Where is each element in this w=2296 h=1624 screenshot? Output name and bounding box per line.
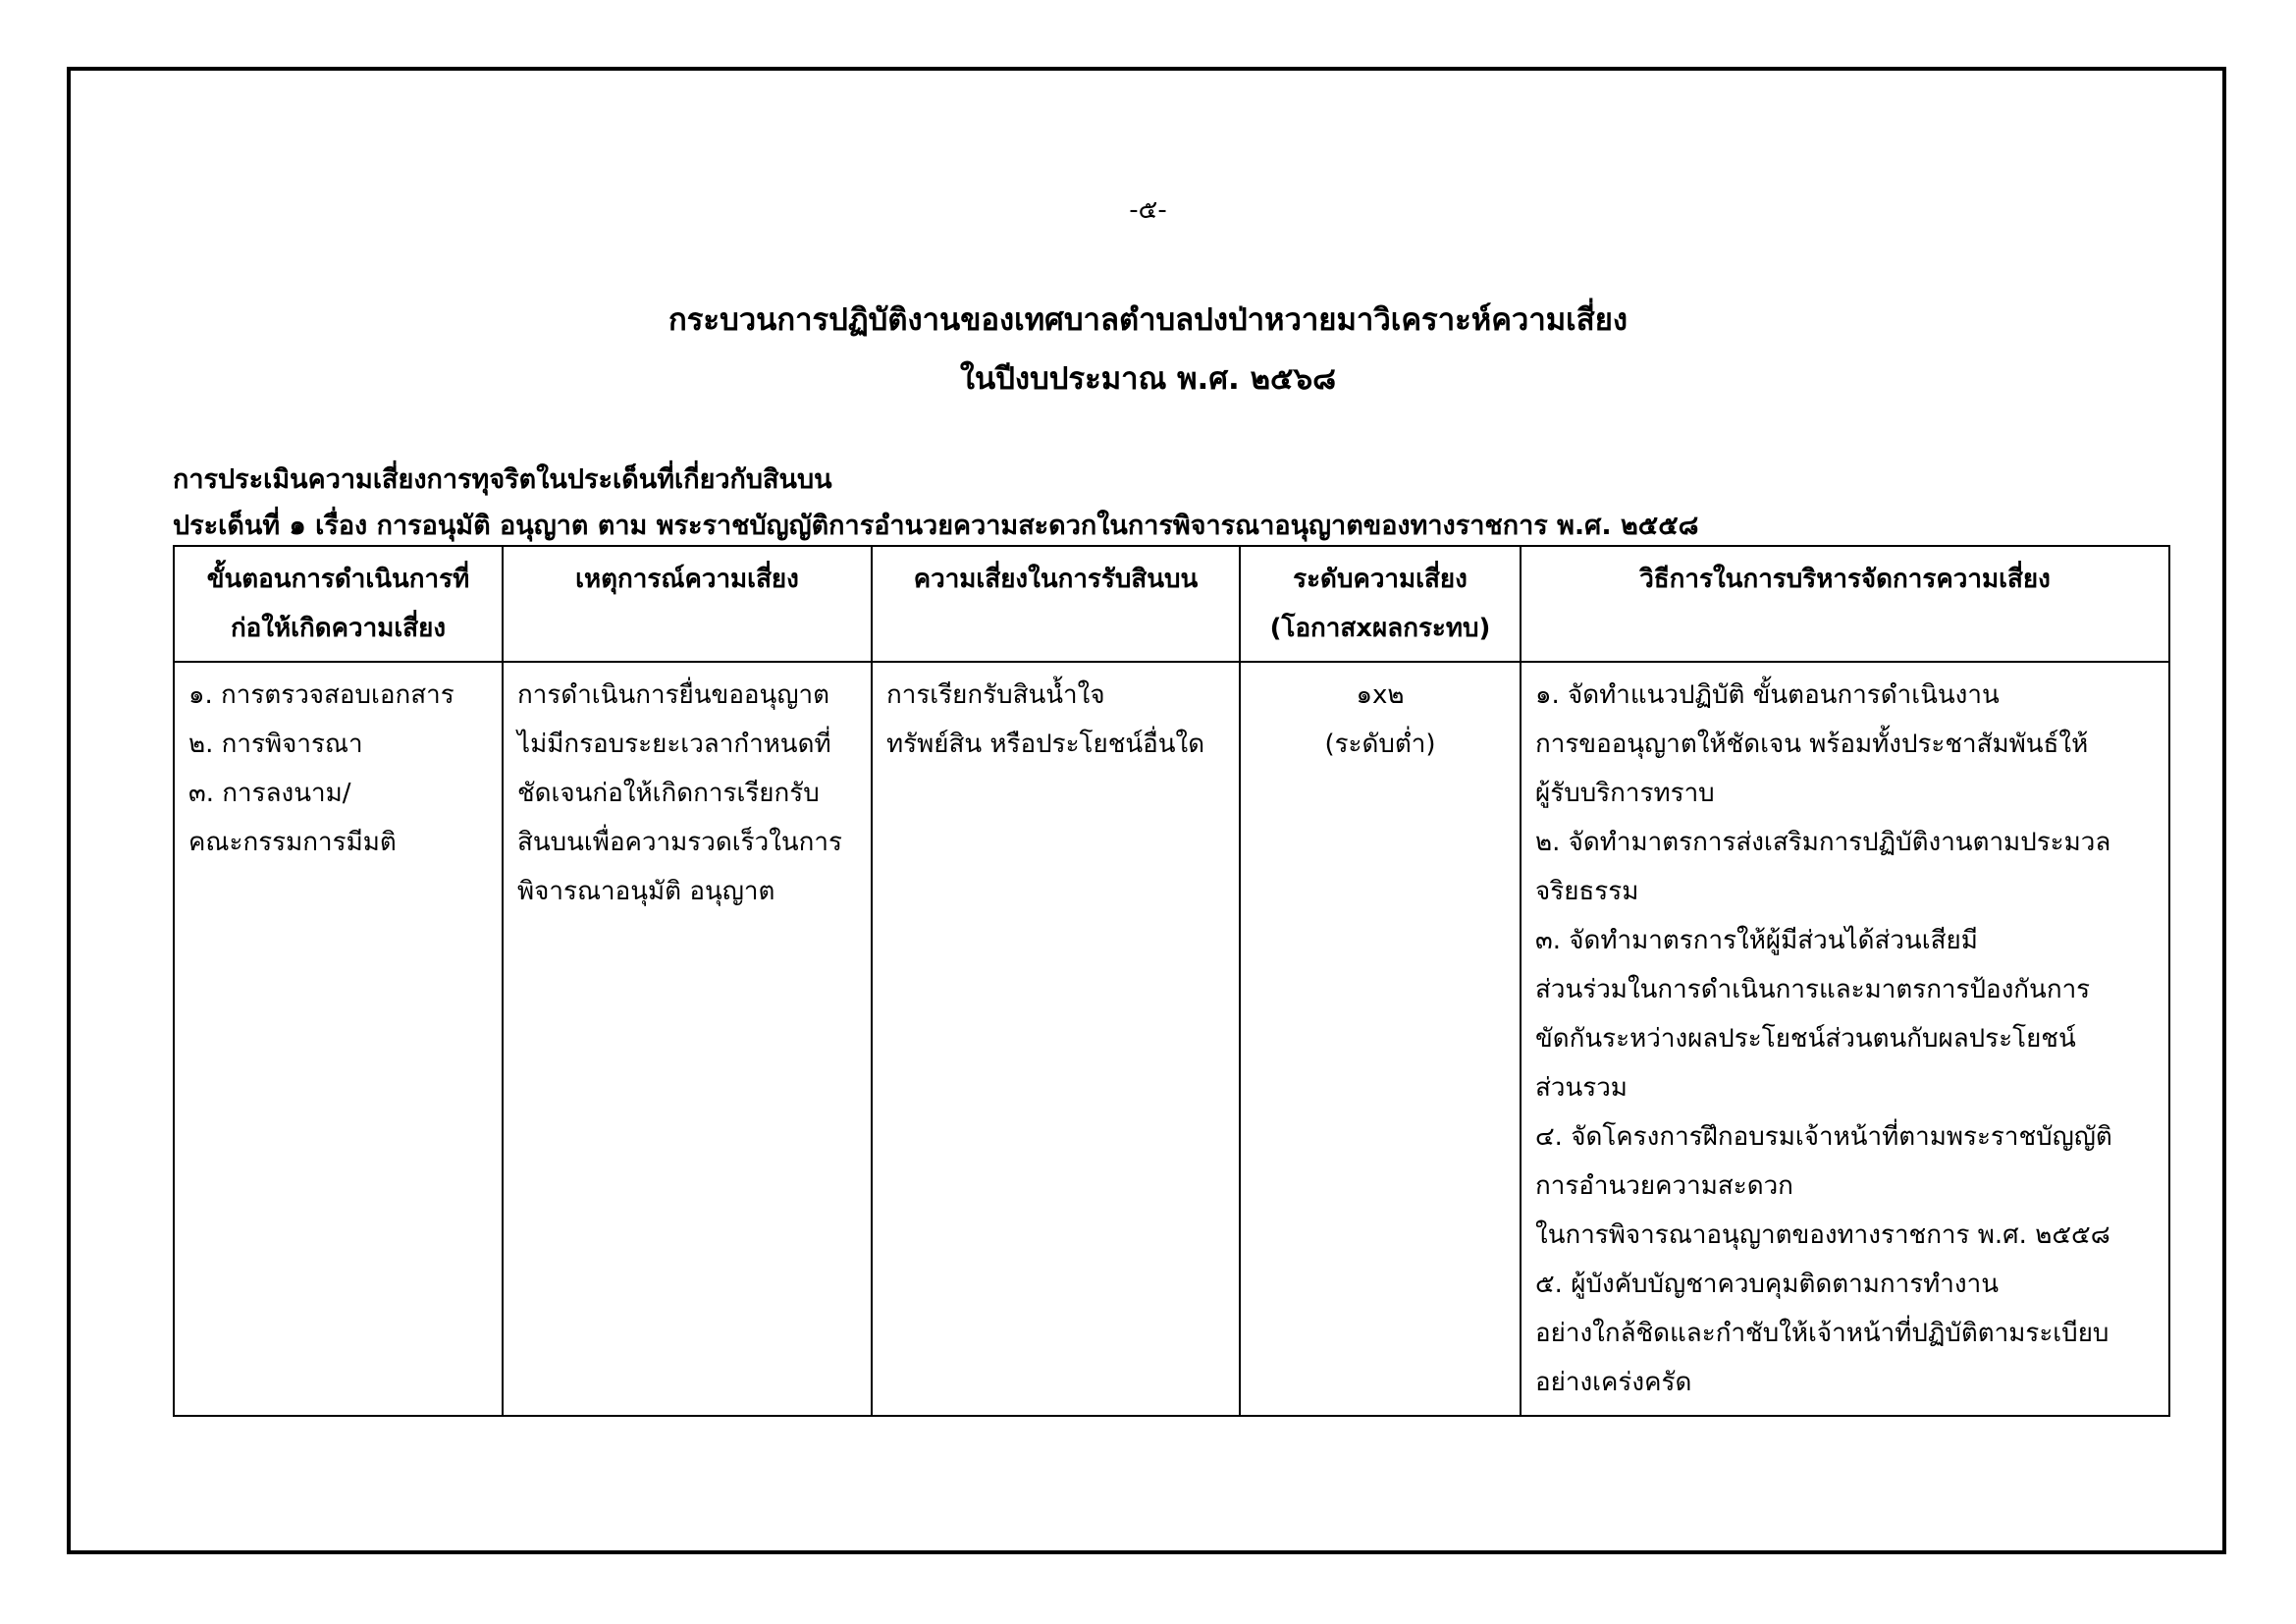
- assessment-heading: การประเมินความเสี่ยงการทุจริตในประเด็นที่เกี่ยวกับสินบน: [173, 464, 832, 495]
- header-risk-management-line: วิธีการในการบริหารจัดการความเสี่ยง: [1639, 565, 2051, 594]
- event-line: การดำเนินการยื่นขออนุญาต: [517, 680, 829, 710]
- management-line: จริยธรรม: [1535, 877, 1639, 906]
- table-row: [174, 662, 2169, 1416]
- header-risk-level: [1240, 546, 1521, 662]
- header-risk-event-line: เหตุการณ์ความเสี่ยง: [575, 565, 799, 594]
- header-bribery-risk: [872, 546, 1240, 662]
- table-header-row: [174, 546, 2169, 662]
- management-line: ขัดกันระหว่างผลประโยชน์ส่วนตนกับผลประโยชน์: [1535, 1024, 2076, 1054]
- cell-bribery-risk: [872, 662, 1240, 1416]
- event-line: ไม่มีกรอบระยะเวลากำหนดที่: [517, 730, 831, 759]
- management-line: การขออนุญาตให้ชัดเจน พร้อมทั้งประชาสัมพันธ์ให้: [1535, 730, 2089, 759]
- cell-risk-level: [1240, 662, 1521, 1416]
- management-line: ๒. จัดทำมาตรการส่งเสริมการปฏิบัติงานตามประมวล: [1535, 828, 2111, 857]
- event-line: พิจารณาอนุมัติ อนุญาต: [517, 877, 775, 906]
- page-number: -๕-: [1129, 195, 1167, 225]
- header-steps-line: ก่อให้เกิดความเสี่ยง: [230, 614, 447, 643]
- header-risk-level-line: ระดับความเสี่ยง: [1293, 565, 1468, 594]
- management-line: อย่างเคร่งครัด: [1535, 1368, 1692, 1397]
- issue-heading: ประเด็นที่ ๑ เรื่อง การอนุมัติ อนุญาต ตาม พระราชบัญญัติการอำนวยความสะดวกในการพิจารณาอนุญาตของทางราชการ พ.ศ. ๒๕๕๘: [173, 511, 1699, 541]
- management-line: ๕. ผู้บังคับบัญชาควบคุมติดตามการทำงาน: [1535, 1270, 1999, 1299]
- header-risk-event: [503, 546, 872, 662]
- header-bribery-risk-line: ความเสี่ยงในการรับสินบน: [913, 565, 1199, 594]
- management-line: การอำนวยความสะดวก: [1535, 1171, 1793, 1201]
- management-line: อย่างใกล้ชิดและกำชับให้เจ้าหน้าที่ปฏิบัติตามระเบียบ: [1535, 1319, 2109, 1348]
- steps-line: ๑. การตรวจสอบเอกสาร: [188, 680, 454, 710]
- steps-line: ๓. การลงนาม/: [188, 779, 351, 808]
- event-line: ชัดเจนก่อให้เกิดการเรียกรับ: [517, 779, 820, 808]
- bribery-risk-line: ทรัพย์สิน หรือประโยชน์อื่นใด: [886, 730, 1205, 759]
- header-risk-level-line: (โอกาสxผลกระทบ): [1269, 614, 1491, 643]
- risk-assessment-table: [173, 545, 2170, 1417]
- cell-steps: [174, 662, 503, 1416]
- cell-risk-management: [1521, 662, 2169, 1416]
- event-line: สินบนเพื่อความรวดเร็วในการ: [517, 828, 842, 857]
- cell-risk-event: [503, 662, 872, 1416]
- management-line: ๑. จัดทำแนวปฏิบัติ ขั้นตอนการดำเนินงาน: [1535, 680, 2000, 710]
- risk-level-line: ๑x๒: [1356, 680, 1405, 710]
- steps-line: ๒. การพิจารณา: [188, 730, 363, 759]
- management-line: ในการพิจารณาอนุญาตของทางราชการ พ.ศ. ๒๕๕๘: [1535, 1220, 2110, 1250]
- header-risk-management: [1521, 546, 2169, 662]
- management-line: ๔. จัดโครงการฝึกอบรมเจ้าหน้าที่ตามพระราชบัญญัติ: [1535, 1122, 2112, 1152]
- risk-level-line: (ระดับต่ำ): [1324, 730, 1436, 759]
- header-steps-line: ขั้นตอนการดำเนินการที่: [206, 565, 470, 594]
- bribery-risk-line: การเรียกรับสินน้ำใจ: [886, 680, 1105, 710]
- management-line: ส่วนร่วมในการดำเนินการและมาตรการป้องกันการ: [1535, 975, 2091, 1004]
- document-title-line-1: กระบวนการปฏิบัติงานของเทศบาลตำบลปงป่าหวายมาวิเคราะห์ความเสี่ยง: [668, 302, 1628, 338]
- steps-line: คณะกรรมการมีมติ: [188, 828, 397, 857]
- header-steps: [174, 546, 503, 662]
- document-title-line-2: ในปีงบประมาณ พ.ศ. ๒๕๖๘: [959, 361, 1337, 397]
- management-line: ผู้รับบริการทราบ: [1535, 779, 1715, 808]
- management-line: ๓. จัดทำมาตรการให้ผู้มีส่วนได้ส่วนเสียมี: [1535, 926, 1978, 955]
- management-line: ส่วนรวม: [1535, 1073, 1628, 1103]
